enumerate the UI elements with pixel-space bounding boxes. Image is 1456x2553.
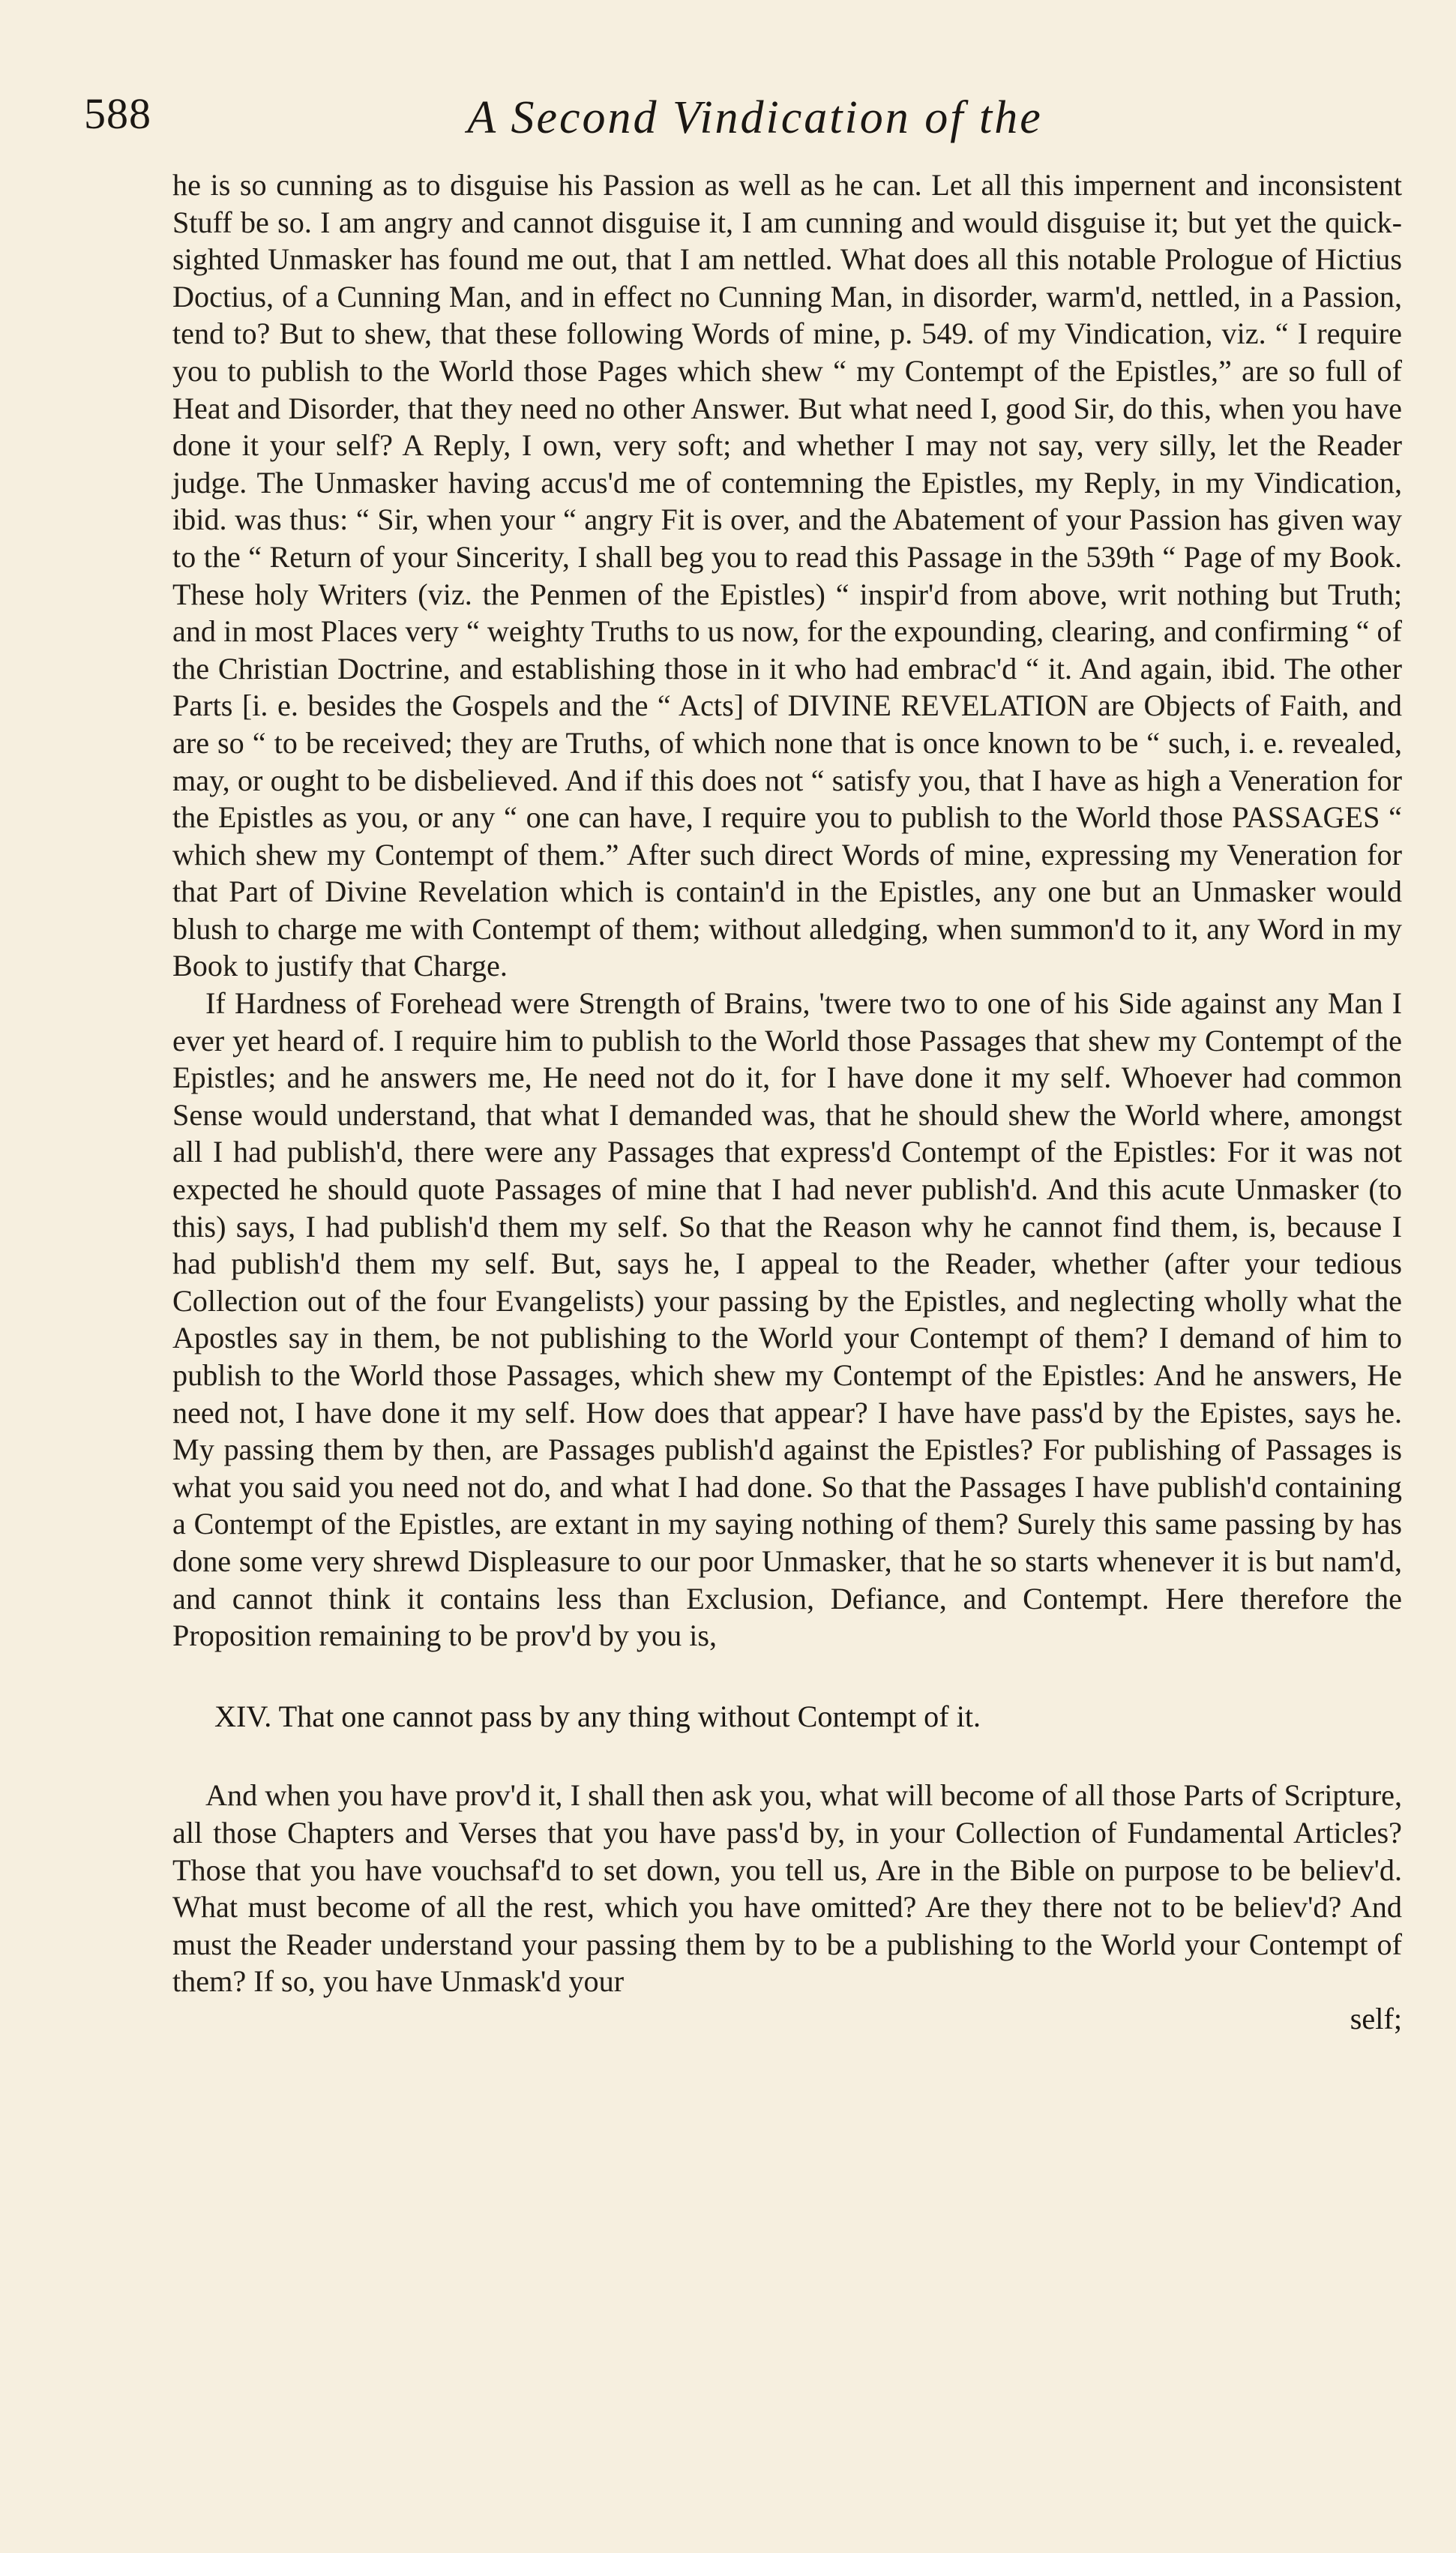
paragraph: If Hardness of Forehead were Strength of Brains, 'twere two to one of his Side against any Man I ever yet heard of. I require him to publish to the World those Passages that shew my Contempt of the Epistles; and he answers me, He need not do it, for I have done it my self. Whoever had common Sense would understand, that what I demanded was, that he should shew the World where, amongst all I had publish'd, there were any Passages that express'd Contempt of the Epistles: For it was not expected he should quote Passages of mine that I had never publish'd. And this acute Unmasker (to this) says, I had publish'd them my self. So that the Reason why he cannot find them, is, because I had publish'd them my self. But, says he, I appeal to the Reader, whether (after your tedious Collection out of the four Evangelists) your passing by the Epistles, and neglecting wholly what the Apostles say in them, be not publishing to the World your Contempt of them? I demand of him to publish to the World those Passages, which shew my Contempt of the Epistles: And he answers, He need not, I have done it my self. How does that appear? I have have pass'd by the Epistes, says he. My passing them by then, are Passages publish'd against the Epistles? For publishing of Passages is what you said you need not do, and what I had done. So that the Passages I have publish'd containing a Contempt of the Epistles, are extant in my saying nothing of them? Surely this same passing by has done some very shrewd Displeasure to our poor Unmasker, that he so starts whenever it is but nam'd, and cannot think it contains less than Exclusion, Defiance, and Contempt. Here therefore the Proposition remaining to be prov'd by you is, bbox=[172, 986, 1402, 1653]
page-header bbox=[84, 88, 1366, 160]
catchword: self; bbox=[1350, 2001, 1402, 2036]
page-body bbox=[172, 166, 1402, 2038]
proposition-heading: XIV. That one cannot pass by any thing without Contempt of it. bbox=[214, 1699, 981, 1733]
running-title: A Second Vindication of the bbox=[467, 92, 1043, 143]
paragraph-continued: he is so cunning as to disguise his Passion as well as he can. Let all this impernent and inconsistent Stuff be so. I am angry and cannot disguise it, I am cunning and would disguise it; but yet the quick-sighted Unmasker has found me out, that I am nettled. What does all this notable Prologue of Hictius Doctius, of a Cunning Man, and in effect no Cunning Man, in disorder, warm'd, nettled, in a Passion, tend to? But to shew, that these following Words of mine, p. 549. of my Vindication, viz. “ I require you to publish to the World those Pages which shew “ my Contempt of the Epistles,” are so full of Heat and Disorder, that they need no other Answer. But what need I, good Sir, do this, when you have done it your self? A Reply, I own, very soft; and whether I may not say, very silly, let the Reader judge. The Unmasker having accus'd me of contemning the Epistles, my Reply, in my Vindication, ibid. was thus: “ Sir, when your “ angry Fit is over, and the Abatement of your Passion has given way to the “ Return of your Sincerity, I shall beg you to read this Passage in the 539th “ Page of my Book. These holy Writers (viz. the Penmen of the Epistles) “ inspir'd from above, writ nothing but Truth; and in most Places very “ weighty Truths to us now, for the expounding, clearing, and confirming “ of the Christian Doctrine, and establishing those in it who had embrac'd “ it. And again, ibid. The other Parts [i. e. besides the Gospels and the “ Acts] of DIVINE REVELATION are Objects of Faith, and are so “ to be received; they are Truths, of which none that is once known to be “ such, i. e. revealed, may, or ought to be disbelieved. And if this does not “ satisfy you, that I have as high a Veneration for the Epistles as you, or any “ one can have, I require you to publish to the World those PASSAGES “ which shew my Contempt of them.” After such direct Words of mine, expressing my Veneration for that Part of Divine Revelation which is contain'd in the Epistles, any one but an Unmasker would blush to charge me with Contempt of them; without alledging, when summon'd to it, any Word in my Book to justify that Charge. bbox=[172, 168, 1402, 983]
page-number: 588 bbox=[84, 89, 151, 138]
paragraph: And when you have prov'd it, I shall then ask you, what will become of all those Parts of Scripture, all those Chapters and Verses that you have pass'd by, in your Collection of Fundamental Articles? Those that you have vouchsaf'd to set down, you tell us, Are in the Bible on purpose to be believ'd. What must become of all the rest, which you have omitted? Are they there not to be believ'd? And must the Reader understand your passing them by to be a publishing to the World your Contempt of them? If so, you have Unmask'd your bbox=[172, 1778, 1402, 1999]
